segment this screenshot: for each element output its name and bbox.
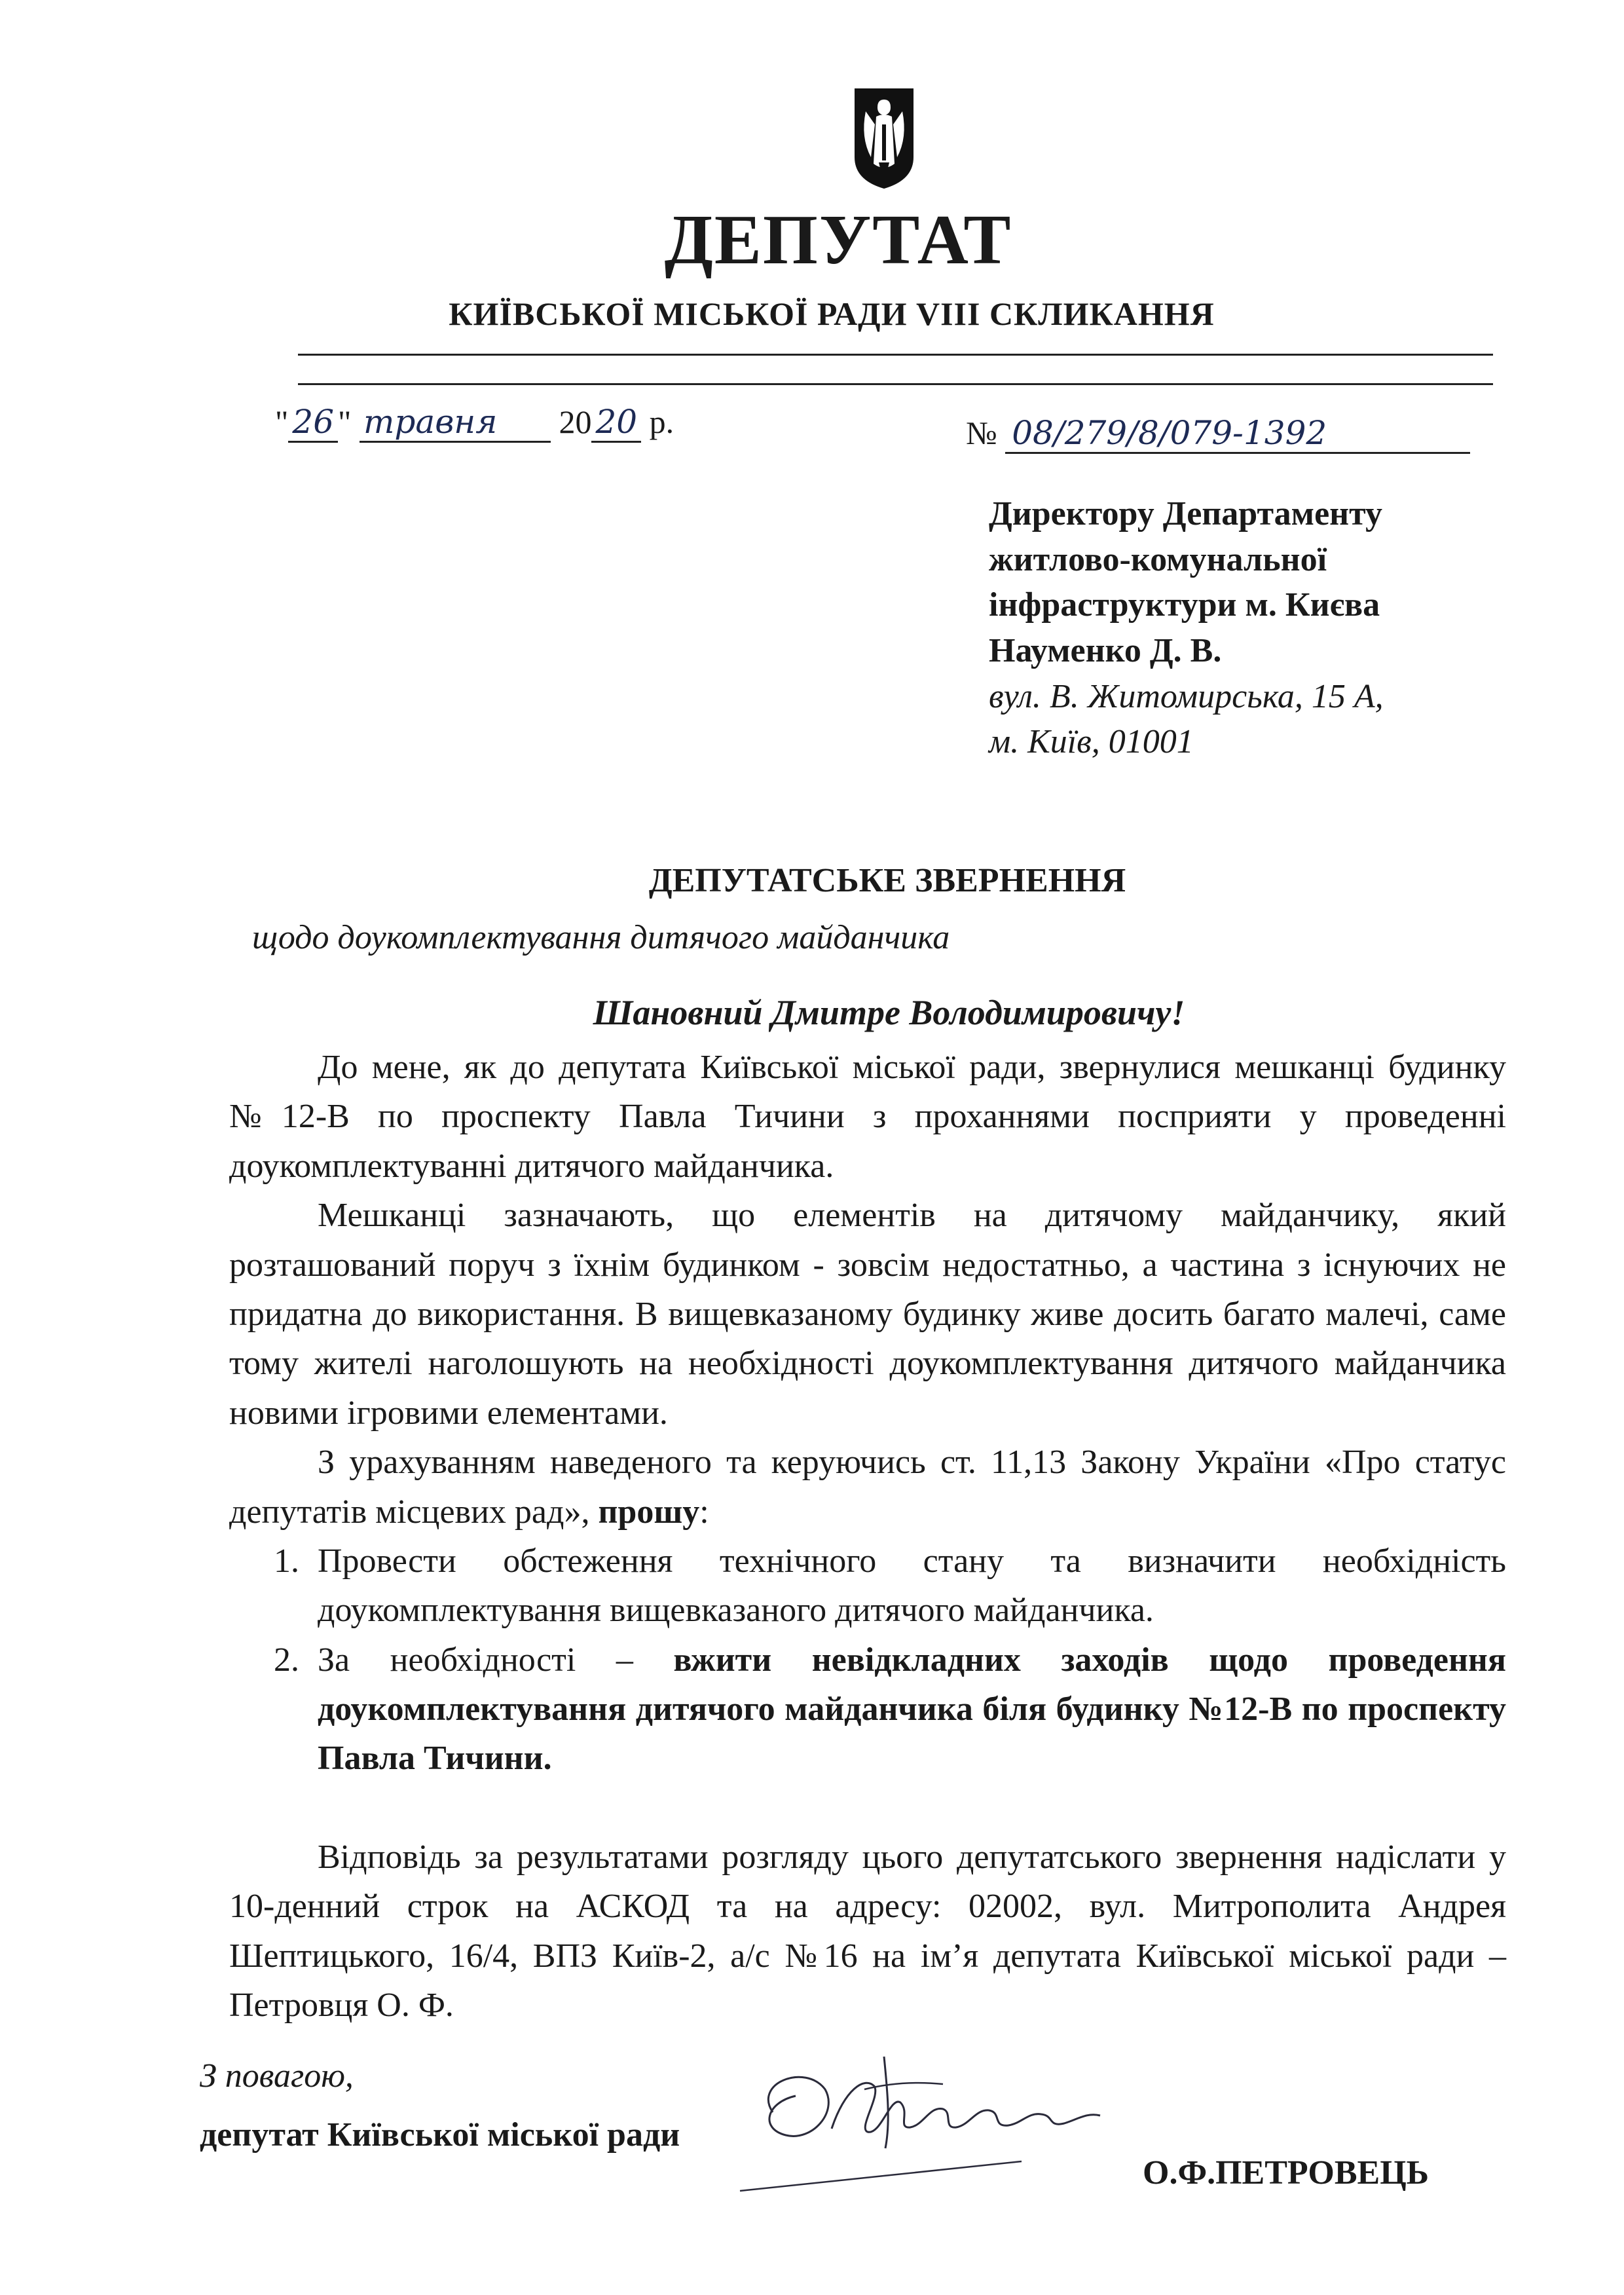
document-subject-detail: щодо доукомплектування дитячого майданчика: [252, 919, 950, 956]
paragraph-3-request: прошу: [598, 1493, 700, 1531]
document-subject: ДЕПУТАТСЬКЕ ЗВЕРНЕННЯ: [648, 862, 1126, 899]
addressee-block: [989, 491, 1384, 765]
document-date: [275, 403, 674, 443]
header-title: ДЕПУТАТ: [664, 201, 1012, 279]
paragraph-4: Відповідь за результатами розгляду цього депутатського звернення надіслати у 10-денний строк на АСКОД та на адресу: 02002, вул. Митрополита Андрея Шептицького, 16/4, ВПЗ Київ-2, а/с №16 на ім’я депутата Київської міської ради – Петровця О. Ф.: [229, 1838, 1506, 2024]
paragraph-3: [229, 1438, 1506, 1537]
closing-regards: З повагою,: [200, 2057, 354, 2095]
date-month: травня: [360, 403, 551, 443]
greeting: Шановний Дмитре Володимировичу!: [593, 993, 1185, 1032]
addressee-line-2: житлово-комунальної: [989, 540, 1327, 578]
date-year-prefix: 20: [559, 403, 592, 440]
handwritten-signature: [733, 2050, 1139, 2214]
paragraph-2: Мешканці зазначають, що елементів на дитячому майданчику, який розташований поруч з їхнім будинком - зовсім недостатньо, а частина з існуючих не придатна до використання. В вищевказаному будинку живе досить багато малечі, саме тому жителі наголошують на необхідності доукомплектування дитячого майданчика новими ігровими елементами.: [229, 1197, 1506, 1432]
header-subtitle: КИЇВСЬКОЇ МІСЬКОЇ РАДИ VIII СКЛИКАННЯ: [449, 295, 1215, 332]
spacer: [229, 1783, 1506, 1833]
signatory-name: О.Ф.ПЕТРОВЕЦЬ: [1143, 2154, 1430, 2192]
addressee-name: Науменко Д. В.: [989, 632, 1222, 670]
date-day: 26: [288, 403, 338, 443]
date-suffix: р.: [649, 403, 674, 440]
date-year-suffix: 20: [591, 403, 641, 443]
number-label: №: [966, 415, 997, 451]
request-item-2-bold: вжити невідкладних заходів щодо проведення доукомплектування дитячого майданчика біля будинку №12-В по проспекту Павла Тичини.: [318, 1641, 1507, 1778]
addressee-address-2: м. Київ, 01001: [989, 723, 1194, 761]
request-item-2: [308, 1635, 1506, 1783]
letter-body: [229, 1043, 1506, 2030]
signatory-role: депутат Київської міської ради: [200, 2116, 680, 2154]
date-quote-open: ": [275, 403, 289, 440]
paragraph-3-end: :: [699, 1493, 709, 1531]
number-value: 08/279/8/079-1392: [1005, 414, 1470, 454]
request-list: [229, 1537, 1506, 1783]
addressee-line-3: інфраструктури м. Києва: [989, 586, 1380, 624]
request-item-2-text: За необхідності –: [318, 1641, 674, 1679]
paragraph-1: До мене, як до депутата Київської міської ради, звернулися мешканці будинку №12-В по проспекту Павла Тичини з проханнями посприяти у проведенні доукомплектуванні дитячого майданчика.: [229, 1049, 1506, 1185]
addressee-address-1: вул. В. Житомирська, 15 А,: [989, 677, 1384, 715]
request-item-1: 1. Провести обстеження технічного стану та визначити необхідність доукомплектування вищевказаного дитячого майданчика.: [308, 1537, 1506, 1635]
header-rule-bottom: [298, 383, 1493, 385]
header-rule-top: [298, 354, 1493, 356]
addressee-line-1: Директору Департаменту: [989, 495, 1382, 532]
date-quote-close: ": [338, 403, 352, 440]
paragraph-3-text: З урахуванням наведеного та керуючись ст. 11,13 Закону України «Про статус депутатів місцевих рад»,: [229, 1444, 1506, 1531]
coat-of-arms-icon: [851, 85, 917, 190]
document-number: [966, 414, 1470, 454]
